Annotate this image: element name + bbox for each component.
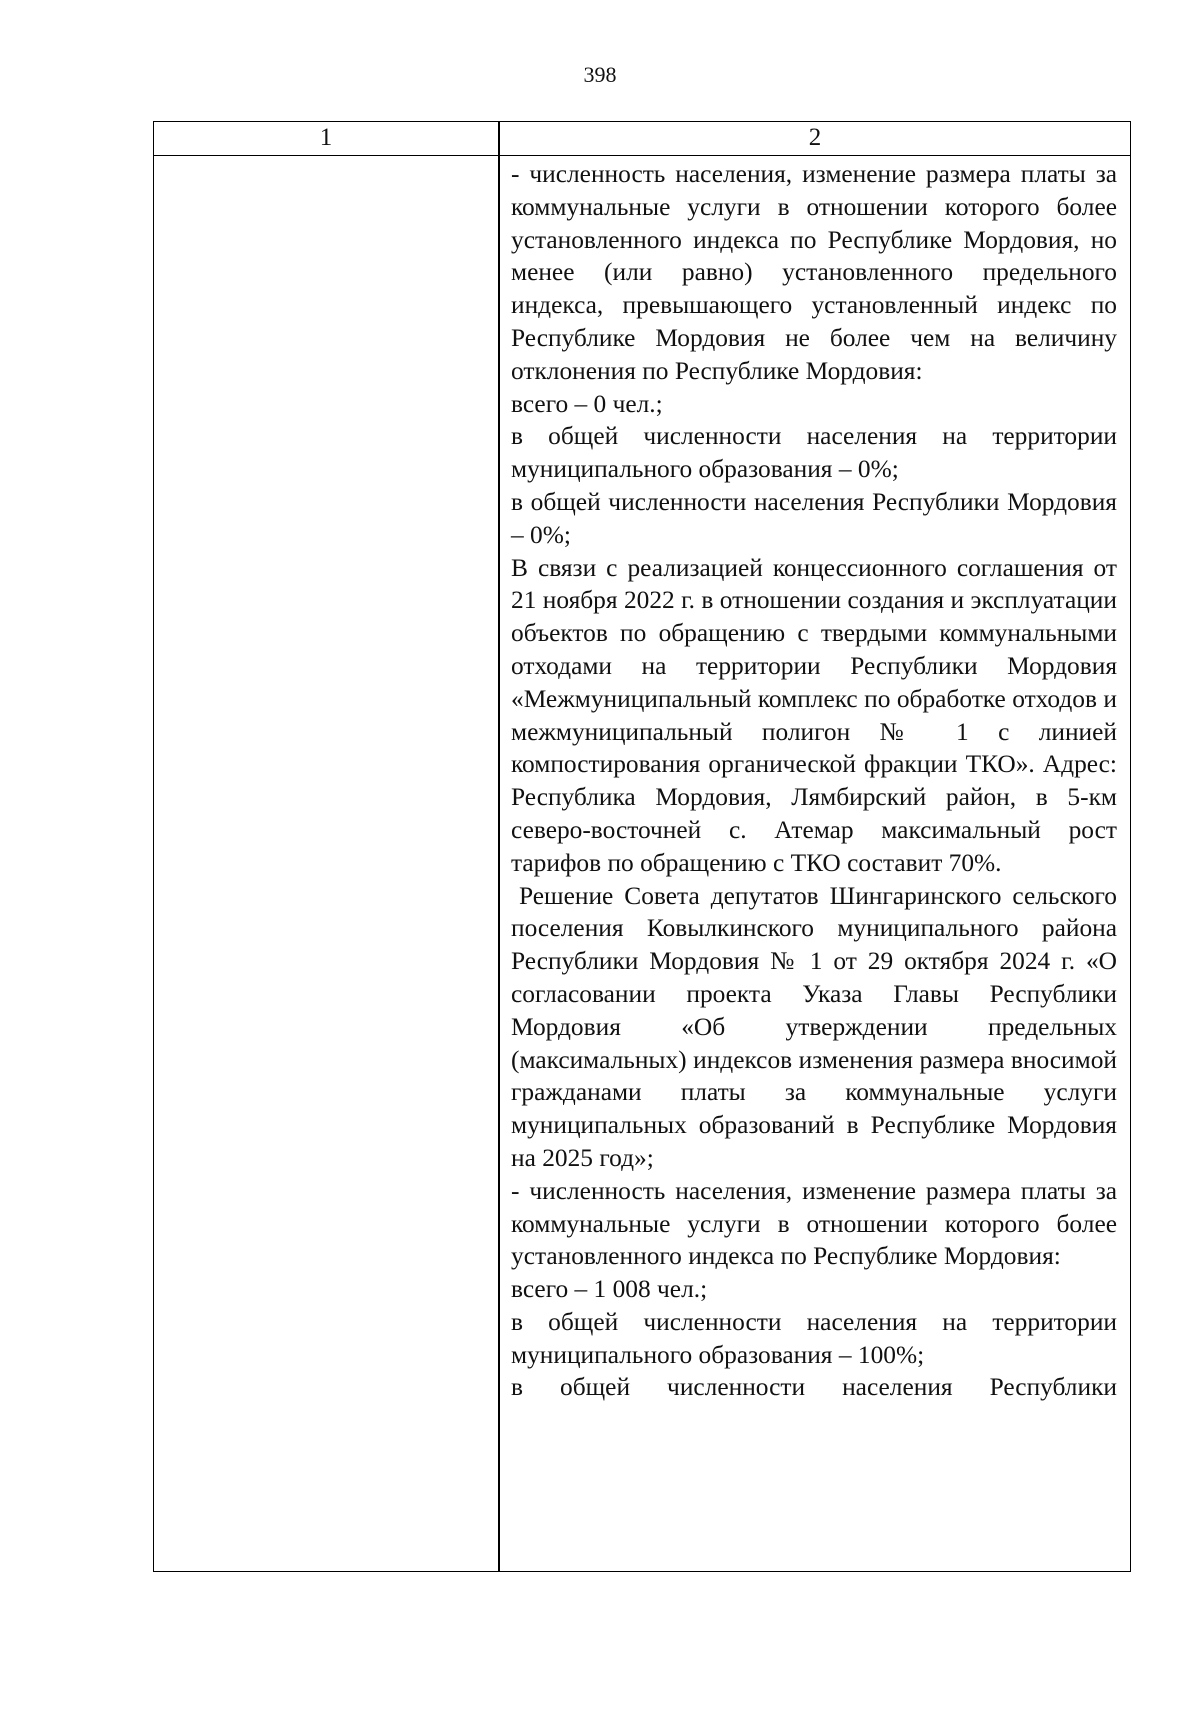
document-table <box>153 121 1131 1572</box>
paragraph-republic-share-zero: в общей численности населения Республики Мордовия – 0%; <box>511 487 1117 549</box>
paragraph-total-zero: всего – 0 чел.; <box>511 389 663 418</box>
paragraph-population-above-index: - численность населения, изменение размера платы за коммунальные услуги в отношении которого более установленного индекса по Республике Мордовия: <box>511 1176 1117 1271</box>
header-column-1: 1 <box>319 124 333 151</box>
paragraph-municipal-share-zero: в общей численности населения на территории муниципального образования – 0%; <box>511 422 1117 484</box>
paragraph-concession-agreement: В связи с реализацией концессионного соглашения от 21 ноября 2022 г. в отношении создания и эксплуатации объектов по обращению с твердыми коммунальными отходами на территории Республики Мордовия «Межмуниципальный комплекс по обработке отходов и межмуниципальный полигон № 1 с линией компостирования органической фракции ТКО». Адрес: Республика Мордовия, Лямбирский район, в 5-км северо-восточней с. Атемар максимальный рост тарифов по обращению с ТКО составит 70%. <box>511 553 1117 877</box>
page-number: 398 <box>583 62 617 87</box>
paragraph-total-1008: всего – 1 008 чел.; <box>511 1275 708 1304</box>
table-header-row <box>154 122 1130 156</box>
paragraph-council-decision: Решение Совета депутатов Шингаринского сельского поселения Ковылкинского муниципального района Республики Мордовия № 1 от 29 октября 2024 г. «О согласовании проекта Указа Главы Республики Мордовия «Об утверждении предельных (максимальных) индексов изменения размера вносимой гражданами платы за коммунальные услуги муниципальных образований в Республике Мордовия на 2025 год»; <box>511 881 1117 1172</box>
column-2-content <box>511 158 1117 1404</box>
header-column-2: 2 <box>808 124 822 151</box>
column-divider <box>498 122 500 1571</box>
paragraph-republic-share-cut: в общей численности населения Республики <box>511 1373 1117 1402</box>
paragraph-municipal-share-100: в общей численности населения на территории муниципального образования – 100%; <box>511 1307 1117 1369</box>
paragraph-population-below-limit: - численность населения, изменение размера платы за коммунальные услуги в отношении которого более установленного индекса по Республике Мордовия, но менее (или равно) установленного предельного индекса, превышающего установленный индекс по Республике Мордовия не более чем на величину отклонения по Республике Мордовия: <box>511 160 1117 385</box>
